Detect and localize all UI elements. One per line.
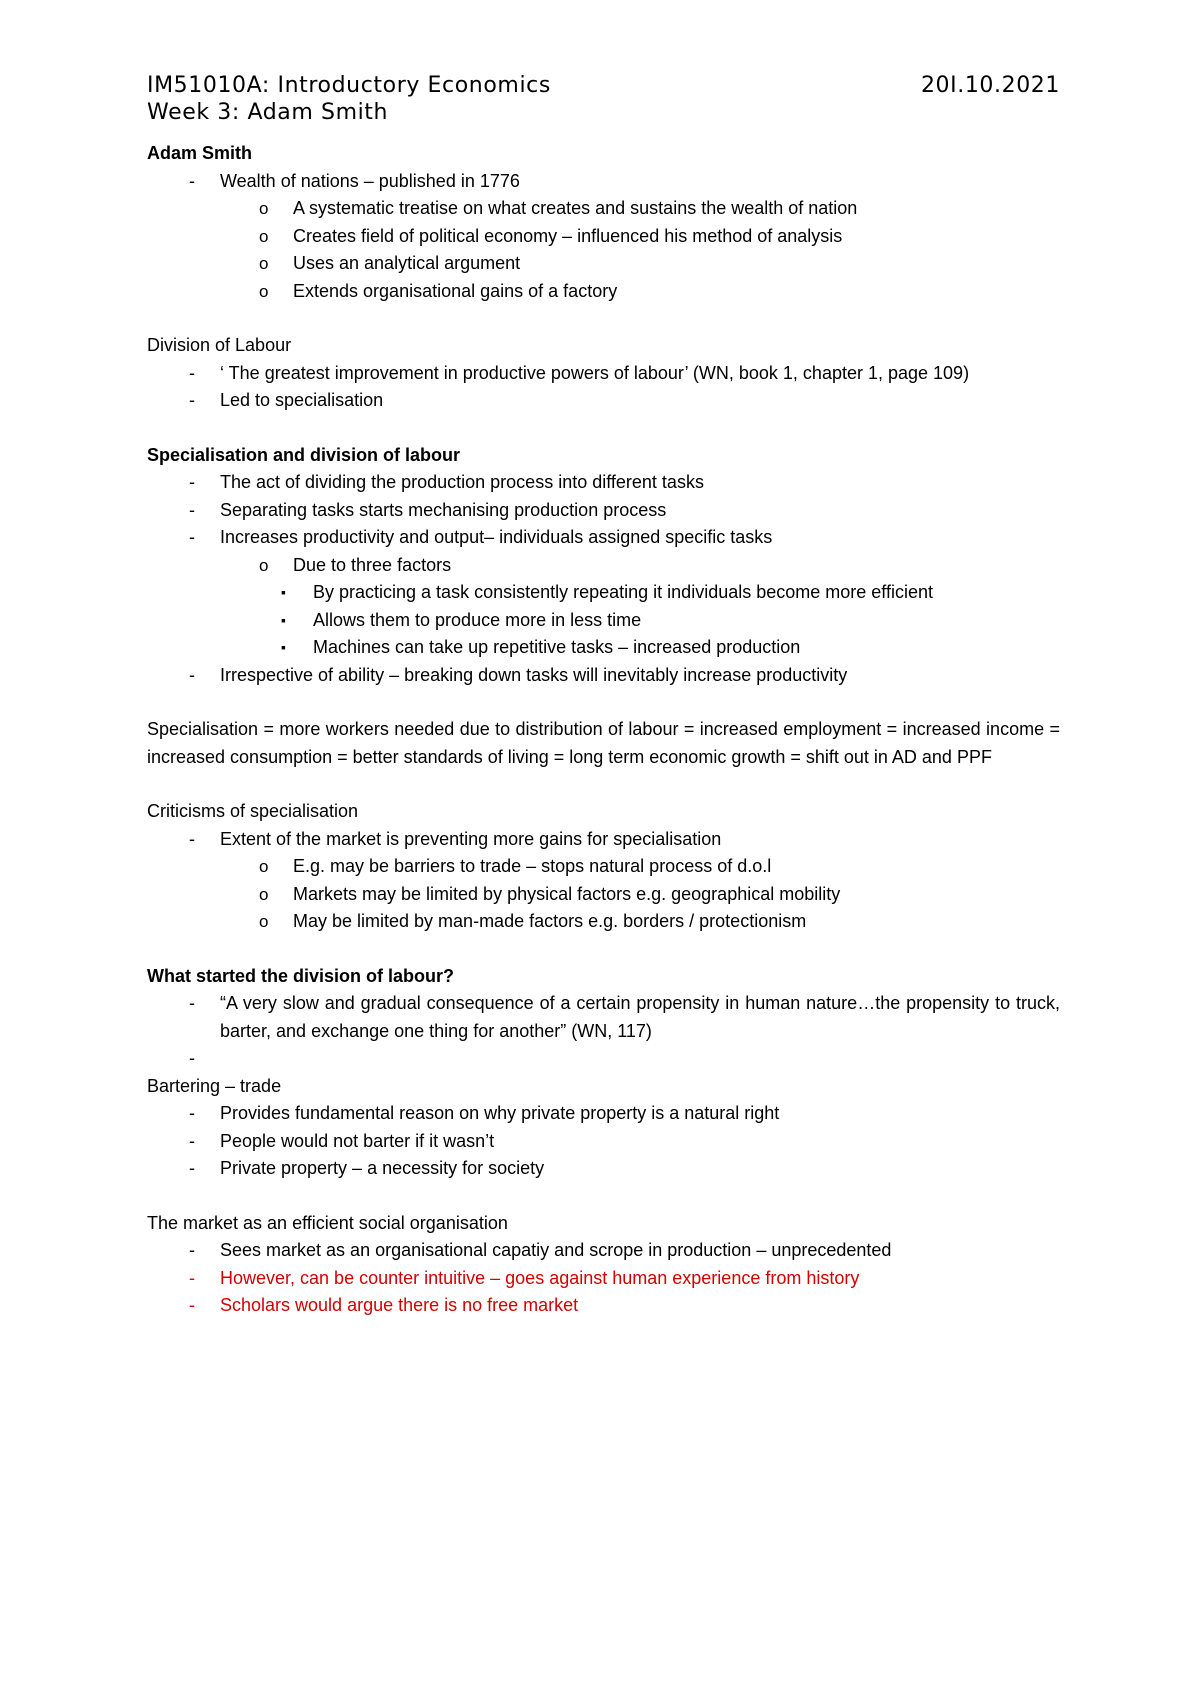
circle-bullet: o — [259, 254, 269, 273]
circle-bullet: o — [259, 884, 269, 904]
list-item: - Increases productivity and output– individuals assigned specific tasks — [147, 524, 1060, 552]
square-bullet: ▪ — [281, 639, 286, 655]
list-item: o Creates field of political economy – influenced his method of analysis — [147, 223, 1060, 251]
dash-bullet: - — [189, 472, 195, 492]
square-bullet: ▪ — [281, 611, 286, 628]
section-market — [147, 1210, 1060, 1320]
document-date: 20I.10.2021 — [920, 73, 1060, 98]
list-item: o A systematic treatise on what creates and sustains the wealth of nation — [147, 195, 1060, 223]
circle-bullet: o — [259, 857, 269, 876]
dash-bullet: - — [189, 1103, 195, 1123]
list-item: - Provides fundamental reason on why private property is a natural right — [147, 1100, 1060, 1128]
list-item: - Private property – a necessity for society — [147, 1155, 1060, 1183]
list-item: - Sees market as an organisational capatiy and scrope in production – unprecedented — [147, 1237, 1060, 1265]
dash-bullet: - — [189, 362, 195, 383]
section-heading: Specialisation and division of labour — [147, 444, 461, 465]
list-item-highlighted: - Scholars would argue there is no free market — [147, 1292, 1060, 1320]
week-title: Week 3: Adam Smith — [147, 100, 389, 125]
list-item: ▪ By practicing a task consistently repeating it individuals become more efficient — [147, 579, 1060, 607]
list-item: - “A very slow and gradual consequence of a certain propensity in human nature…the propensity to truck, barter, and exchange one thing for another” (WN, 117) — [147, 990, 1060, 1045]
list-item: o Uses an analytical argument — [147, 250, 1060, 278]
section-heading: Bartering – trade — [147, 1075, 282, 1096]
section-heading: Adam Smith — [147, 143, 253, 163]
list-item: o May be limited by man-made factors e.g. borders / protectionism — [147, 908, 1060, 936]
section-specialisation — [147, 442, 1060, 690]
list-item: o Markets may be limited by physical factors e.g. geographical mobility — [147, 881, 1060, 909]
course-title: IM51010A: Introductory Economics — [147, 73, 551, 98]
circle-bullet: o — [259, 555, 269, 575]
section-adam-smith — [147, 140, 1060, 305]
list-item: o Due to three factors — [147, 552, 1060, 580]
dash-bullet: - — [189, 664, 195, 685]
section-bartering — [147, 1073, 1060, 1183]
list-item: - Separating tasks starts mechanising production process — [147, 497, 1060, 525]
list-item: o E.g. may be barriers to trade – stops natural process of d.o.l — [147, 853, 1060, 881]
list-item: o Extends organisational gains of a factory — [147, 278, 1060, 306]
dash-bullet: - — [189, 499, 195, 520]
dash-bullet: - — [189, 1295, 195, 1315]
document-header — [147, 72, 1060, 99]
specialisation-chain-paragraph: Specialisation = more workers needed due to distribution of labour = increased employment = increased income = increased consumption = better standards of living = long term economic growth = shift out in AD and PPF — [147, 719, 1060, 767]
circle-bullet: o — [259, 281, 269, 301]
circle-bullet: o — [259, 226, 269, 246]
list-item: - Irrespective of ability – breaking down tasks will inevitably increase productivity — [147, 662, 1060, 690]
dash-bullet: - — [189, 828, 195, 849]
dash-bullet: - — [189, 1158, 195, 1178]
square-bullet: ▪ — [281, 584, 286, 600]
dash-bullet: - — [189, 1267, 195, 1288]
section-division-of-labour — [147, 332, 1060, 415]
list-item: - ‘ The greatest improvement in productive powers of labour’ (WN, book 1, chapter 1, page 109) — [147, 360, 1060, 388]
section-criticisms — [147, 798, 1060, 936]
section-heading: The market as an efficient social organisation — [147, 1212, 508, 1233]
section-heading: What started the division of labour? — [147, 965, 455, 986]
list-item-highlighted: - However, can be counter intuitive – goes against human experience from history — [147, 1265, 1060, 1293]
dash-bullet: - — [189, 1130, 195, 1151]
section-what-started — [147, 963, 1060, 1073]
dash-bullet: - — [189, 1048, 195, 1068]
section-heading: Criticisms of specialisation — [147, 801, 359, 821]
list-item — [147, 1045, 1060, 1073]
list-item: - Wealth of nations – published in 1776 — [147, 168, 1060, 196]
list-item: ▪ Machines can take up repetitive tasks – increased production — [147, 634, 1060, 662]
list-item: - Led to specialisation — [147, 387, 1060, 415]
section-heading: Division of Labour — [147, 335, 292, 355]
list-item: - Extent of the market is preventing more gains for specialisation — [147, 826, 1060, 854]
list-item: - The act of dividing the production process into different tasks — [147, 469, 1060, 497]
circle-bullet: o — [259, 912, 269, 931]
dash-bullet: - — [189, 390, 195, 410]
dash-bullet: - — [189, 170, 195, 191]
dash-bullet: - — [189, 1240, 195, 1260]
dash-bullet: - — [189, 993, 195, 1013]
circle-bullet: o — [259, 199, 269, 218]
list-item: - People would not barter if it wasn’t — [147, 1128, 1060, 1156]
document-body — [147, 140, 1060, 1320]
list-item: ▪ Allows them to produce more in less time — [147, 607, 1060, 635]
dash-bullet: - — [189, 527, 195, 547]
